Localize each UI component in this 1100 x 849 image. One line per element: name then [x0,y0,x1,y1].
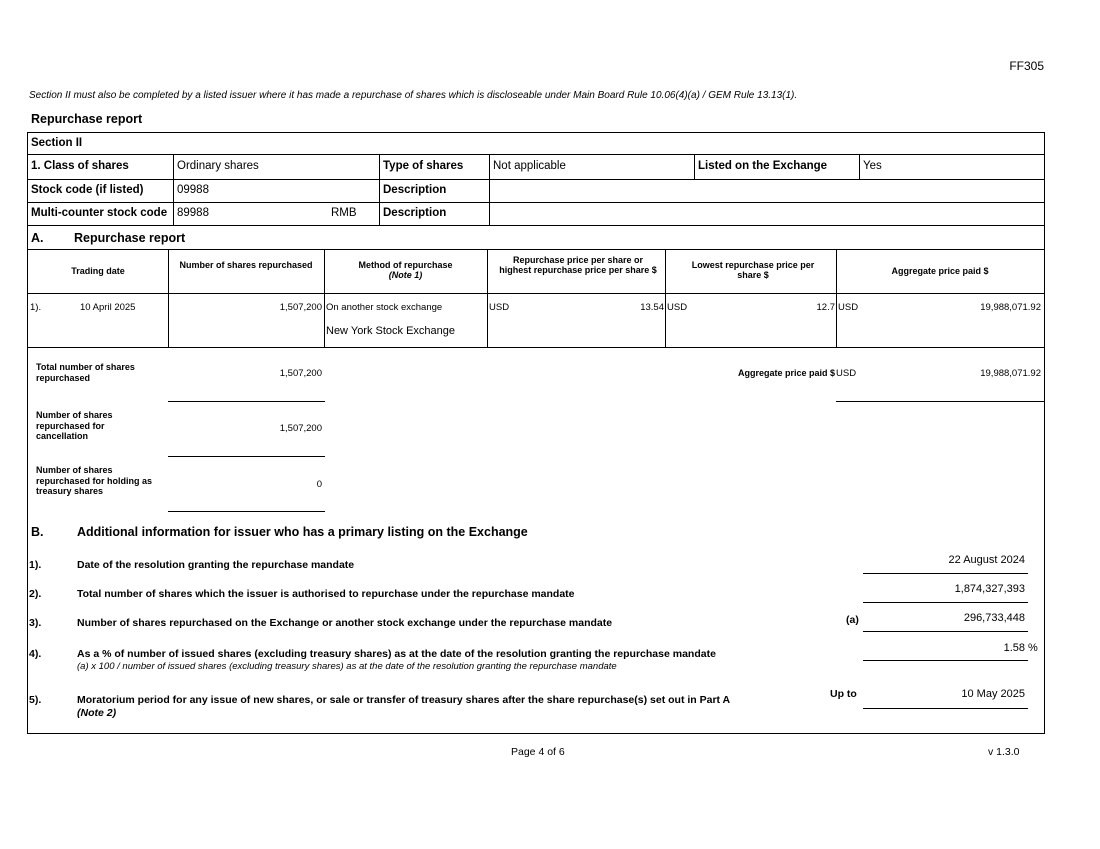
total-agg-value: 19,988,071.92 [980,368,1041,379]
row-lowest-currency: USD [667,302,688,313]
col-lowest-price: Lowest repurchase price per share $ [691,260,815,280]
total-agg-label: Aggregate price paid $ [737,368,835,378]
report-title: Repurchase report [31,112,143,126]
col-method-label: Method of repurchase [358,260,453,270]
part-a-letter: A. [31,231,44,245]
b-item-5-num: 5). [29,694,42,706]
type-of-shares-label: Type of shares [383,160,464,172]
part-b-letter: B. [31,525,44,539]
row-price-currency: USD [489,302,510,313]
cancellation-label: Number of shares repurchased for cancellation [36,410,113,441]
treasury-label: Number of shares repurchased for holding as treasury shares [36,465,153,496]
b-item-3-num: 3). [29,617,42,629]
b-item-5-value: 10 May 2025 [961,688,1025,700]
stock-code-value: 09988 [177,184,209,196]
b-item-2-value: 1,874,327,393 [954,583,1025,595]
col-method [324,260,487,280]
listed-label: Listed on the Exchange [698,160,828,172]
col-aggregate-price: Aggregate price paid $ [891,266,989,276]
b-item-4-num: 4). [29,648,42,660]
page-number: Page 4 of 6 [511,746,565,758]
b-item-2-text: Total number of shares which the issuer is authorised to repurchase under the repurchase mandate [77,588,575,600]
b-item-1-text: Date of the resolution granting the repurchase mandate [77,559,355,571]
row-method-2: New York Stock Exchange [326,325,456,337]
b-item-4-value: 1.58 [1003,642,1025,654]
repurchase-report-frame [27,132,1045,734]
class-of-shares-label: 1. Class of shares [31,160,129,172]
row-agg-currency: USD [838,302,859,313]
stock-code-label: Stock code (if listed) [31,184,144,196]
class-of-shares-value: Ordinary shares [177,160,259,172]
section-title: Section II [31,137,83,149]
total-shares-value: 1,507,200 [279,368,322,379]
total-agg-currency: USD [836,368,857,379]
type-of-shares-value: Not applicable [493,160,566,172]
b-item-2-num: 2). [29,588,42,600]
total-shares-label: Total number of shares repurchased [36,362,135,383]
treasury-value: 0 [316,479,322,490]
b-item-3-value: 296,733,448 [963,612,1025,624]
b-item-5-note: (Note 2) [77,707,117,719]
b-item-1-num: 1). [29,559,42,571]
description-label: Description [383,184,447,196]
b-item-5-text: Moratorium period for any issue of new shares, or sale or transfer of treasury shares after the share repurchase(s) set out in Part A [77,694,731,706]
b-item-1-value: 22 August 2024 [948,554,1025,566]
b-item-4-text: As a % of number of issued shares (excluding treasury shares) as at the date of the resolution granting the repurchase mandate [77,648,716,660]
b-item-5-tag: Up to [830,688,857,700]
row-shares: 1,507,200 [279,302,322,313]
b-item-4-unit: % [1028,642,1038,654]
intro-note: Section II must also be completed by a listed issuer where it has made a repurchase of shares which is discloseable under Main Board Rule 10.06(4)(a) / GEM Rule 13.13(1). [29,90,798,101]
b-item-3-text: Number of shares repurchased on the Exchange or another stock exchange under the repurchase mandate [77,617,613,629]
part-a-title: Repurchase report [74,231,186,245]
b-item-3-tag: (a) [846,614,859,626]
col-repurchase-price: Repurchase price per share or highest repurchase price per share $ [499,255,657,275]
description-label-2: Description [383,207,447,219]
part-b-title: Additional information for issuer who has a primary listing on the Exchange [77,525,528,539]
form-code: FF305 [1009,59,1044,73]
row-price: 13.54 [640,302,664,313]
col-method-note: (Note 1) [388,270,423,280]
row-trading-date: 10 April 2025 [80,302,136,313]
col-trading-date: Trading date [71,266,125,276]
multi-counter-currency: RMB [331,207,357,219]
row-index: 1). [30,302,42,313]
row-lowest: 12.7 [816,302,835,313]
row-method-1: On another stock exchange [326,302,443,313]
multi-counter-value: 89988 [177,207,209,219]
listed-value: Yes [863,160,882,172]
b-item-4-sub: (a) x 100 / number of issued shares (excluding treasury shares) as at the date of the resolution granting the repurchase mandate [77,661,617,672]
cancellation-value: 1,507,200 [279,423,322,434]
multi-counter-label: Multi-counter stock code [31,207,168,219]
row-agg-value: 19,988,071.92 [980,302,1041,313]
version: v 1.3.0 [988,746,1020,758]
col-number-of-shares: Number of shares repurchased [179,260,313,270]
